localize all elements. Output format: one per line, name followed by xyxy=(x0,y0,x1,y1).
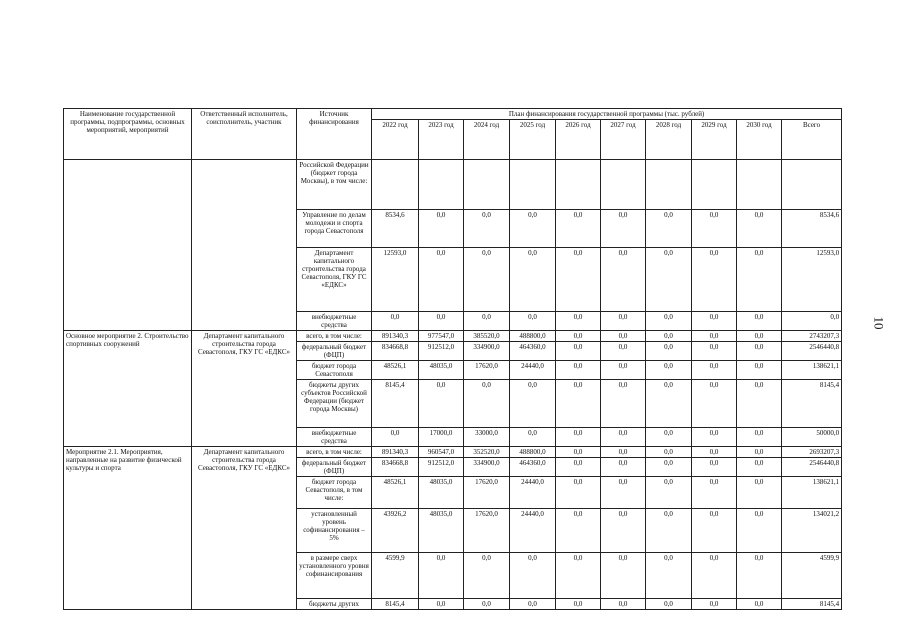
cell-value: 0,0 xyxy=(692,458,737,477)
cell-value xyxy=(556,160,601,210)
header-year: 2030 год xyxy=(737,120,782,160)
cell-value: 0,0 xyxy=(556,331,601,342)
cell-total: 50000,0 xyxy=(782,428,842,447)
cell-value: 0,0 xyxy=(372,312,419,331)
cell-value: 0,0 xyxy=(601,248,646,312)
row-name xyxy=(64,160,192,331)
header-plan-title: План финансирования государственной программы (тыс. рублей) xyxy=(372,109,842,120)
cell-value: 0,0 xyxy=(646,312,692,331)
cell-value: 0,0 xyxy=(601,458,646,477)
cell-value: 0,0 xyxy=(601,599,646,610)
cell-value: 0,0 xyxy=(419,312,464,331)
cell-value: 0,0 xyxy=(692,361,737,380)
cell-total: 138621,1 xyxy=(782,361,842,380)
cell-value: 0,0 xyxy=(646,248,692,312)
cell-value xyxy=(419,160,464,210)
cell-total: 134021,2 xyxy=(782,509,842,553)
cell-value: 17620,0 xyxy=(464,361,510,380)
cell-value: 0,0 xyxy=(601,361,646,380)
row-source: бюджет города Севастополя xyxy=(297,361,372,380)
cell-value: 0,0 xyxy=(601,428,646,447)
cell-value: 464360,0 xyxy=(510,458,556,477)
cell-value: 8145,4 xyxy=(372,599,419,610)
row-executor: Департамент капитального строительства города Севастополя, ГКУ ГС «ЕДКС» xyxy=(192,331,297,447)
row-source: в размере сверх установленного уровня софинансирования xyxy=(297,553,372,599)
cell-value: 0,0 xyxy=(464,248,510,312)
cell-value: 334900,0 xyxy=(464,342,510,361)
cell-value: 0,0 xyxy=(419,210,464,248)
cell-value: 4599,9 xyxy=(372,553,419,599)
cell-value: 0,0 xyxy=(601,509,646,553)
row-source: федеральный бюджет (ФЦП) xyxy=(297,458,372,477)
cell-value: 0,0 xyxy=(737,458,782,477)
cell-value: 8534,6 xyxy=(372,210,419,248)
cell-value: 0,0 xyxy=(510,428,556,447)
cell-value: 0,0 xyxy=(601,477,646,509)
cell-value: 0,0 xyxy=(646,428,692,447)
cell-value: 48526,1 xyxy=(372,477,419,509)
table-row xyxy=(64,331,842,342)
cell-value: 0,0 xyxy=(737,210,782,248)
cell-value: 0,0 xyxy=(510,210,556,248)
header-year: Всего xyxy=(782,120,842,160)
cell-value: 0,0 xyxy=(601,312,646,331)
cell-value xyxy=(646,160,692,210)
cell-value: 0,0 xyxy=(737,447,782,458)
cell-value: 0,0 xyxy=(737,553,782,599)
financing-table xyxy=(63,108,842,610)
cell-value: 33000,0 xyxy=(464,428,510,447)
cell-value: 0,0 xyxy=(737,428,782,447)
row-source: внебюджетные средства xyxy=(297,428,372,447)
cell-value: 48035,0 xyxy=(419,361,464,380)
row-source: бюджеты других субъектов Российской Федерации (бюджет города Москвы) xyxy=(297,380,372,428)
cell-value: 0,0 xyxy=(556,342,601,361)
cell-value xyxy=(372,160,419,210)
cell-value xyxy=(464,160,510,210)
cell-value xyxy=(601,160,646,210)
cell-value: 17620,0 xyxy=(464,509,510,553)
cell-value: 488800,0 xyxy=(510,331,556,342)
cell-value: 43926,2 xyxy=(372,509,419,553)
cell-value xyxy=(510,160,556,210)
cell-value: 891340,3 xyxy=(372,331,419,342)
cell-value: 0,0 xyxy=(510,380,556,428)
cell-value: 834668,8 xyxy=(372,342,419,361)
header-year: 2027 год xyxy=(601,120,646,160)
cell-value: 0,0 xyxy=(646,331,692,342)
cell-total: 2546440,8 xyxy=(782,342,842,361)
cell-value: 0,0 xyxy=(737,380,782,428)
cell-value: 0,0 xyxy=(556,380,601,428)
cell-value: 0,0 xyxy=(646,210,692,248)
row-executor: Департамент капитального строительства города Севастополя, ГКУ ГС «ЕДКС» xyxy=(192,447,297,610)
cell-value: 0,0 xyxy=(737,312,782,331)
cell-value: 0,0 xyxy=(692,553,737,599)
header-source: Источник финансирования xyxy=(297,109,372,160)
cell-total: 0,0 xyxy=(782,312,842,331)
cell-value: 24440,0 xyxy=(510,477,556,509)
cell-value: 0,0 xyxy=(556,509,601,553)
cell-value: 0,0 xyxy=(464,553,510,599)
cell-value: 464360,0 xyxy=(510,342,556,361)
cell-value: 0,0 xyxy=(510,599,556,610)
cell-value: 0,0 xyxy=(464,210,510,248)
cell-value: 0,0 xyxy=(646,458,692,477)
cell-value: 891340,3 xyxy=(372,447,419,458)
cell-value: 0,0 xyxy=(510,312,556,331)
cell-value: 0,0 xyxy=(692,248,737,312)
header-year: 2026 год xyxy=(556,120,601,160)
cell-value: 0,0 xyxy=(737,361,782,380)
cell-value: 0,0 xyxy=(646,553,692,599)
cell-value: 24440,0 xyxy=(510,361,556,380)
cell-value: 0,0 xyxy=(419,553,464,599)
cell-value: 0,0 xyxy=(737,342,782,361)
cell-value: 0,0 xyxy=(464,380,510,428)
cell-value: 17000,0 xyxy=(419,428,464,447)
cell-value: 0,0 xyxy=(692,509,737,553)
cell-value: 0,0 xyxy=(464,599,510,610)
row-source: бюджет города Севастополя, в том числе: xyxy=(297,477,372,509)
row-source: бюджеты других xyxy=(297,599,372,610)
cell-value: 0,0 xyxy=(556,553,601,599)
cell-value: 0,0 xyxy=(737,509,782,553)
row-source: установленный уровень софинансирования – 5% xyxy=(297,509,372,553)
cell-value: 0,0 xyxy=(556,312,601,331)
cell-value: 834668,8 xyxy=(372,458,419,477)
cell-total: 138621,1 xyxy=(782,477,842,509)
cell-total: 2743207,3 xyxy=(782,331,842,342)
row-name: Мероприятие 2.1. Мероприятия, направленные на развитие физической культуры и спорта xyxy=(64,447,192,610)
cell-value: 0,0 xyxy=(646,447,692,458)
cell-value: 0,0 xyxy=(601,331,646,342)
cell-value: 0,0 xyxy=(737,248,782,312)
header-executor: Ответственный исполнитель, соисполнитель, участник xyxy=(192,109,297,160)
cell-value: 48526,1 xyxy=(372,361,419,380)
cell-value: 0,0 xyxy=(556,361,601,380)
cell-value: 0,0 xyxy=(692,447,737,458)
cell-value: 0,0 xyxy=(556,428,601,447)
row-source: всего, в том числе: xyxy=(297,331,372,342)
cell-total: 8145,4 xyxy=(782,599,842,610)
cell-value: 0,0 xyxy=(737,331,782,342)
cell-value: 0,0 xyxy=(692,477,737,509)
header-name: Наименование государственной программы, подпрограммы, основных мероприятий, мероприятий xyxy=(64,109,192,160)
cell-value: 912512,0 xyxy=(419,458,464,477)
cell-value: 0,0 xyxy=(556,599,601,610)
cell-value: 0,0 xyxy=(737,599,782,610)
cell-total: 8145,4 xyxy=(782,380,842,428)
cell-value: 0,0 xyxy=(646,599,692,610)
row-source: внебюджетные средства xyxy=(297,312,372,331)
cell-value: 977547,0 xyxy=(419,331,464,342)
cell-value: 17620,0 xyxy=(464,477,510,509)
cell-value: 0,0 xyxy=(556,210,601,248)
cell-value: 0,0 xyxy=(646,361,692,380)
cell-total: 4599,9 xyxy=(782,553,842,599)
row-source: федеральный бюджет (ФЦП) xyxy=(297,342,372,361)
cell-value: 0,0 xyxy=(556,477,601,509)
cell-value: 0,0 xyxy=(419,599,464,610)
table-row xyxy=(64,447,842,458)
cell-total: 12593,0 xyxy=(782,248,842,312)
cell-value: 0,0 xyxy=(556,248,601,312)
cell-value: 0,0 xyxy=(556,447,601,458)
cell-total: 8534,6 xyxy=(782,210,842,248)
cell-value: 0,0 xyxy=(692,210,737,248)
cell-value xyxy=(737,160,782,210)
cell-value: 0,0 xyxy=(556,458,601,477)
table-row xyxy=(64,160,842,210)
cell-value: 0,0 xyxy=(419,380,464,428)
row-source: Российской Федерации (бюджет города Москвы), в том числе: xyxy=(297,160,372,210)
cell-value: 12593,0 xyxy=(372,248,419,312)
header-year: 2023 год xyxy=(419,120,464,160)
row-name: Основное мероприятие 2. Строительство спортивных сооружений xyxy=(64,331,192,447)
header-year: 2022 год xyxy=(372,120,419,160)
cell-value: 0,0 xyxy=(692,380,737,428)
cell-value: 0,0 xyxy=(692,312,737,331)
cell-value: 24440,0 xyxy=(510,509,556,553)
cell-value: 0,0 xyxy=(601,553,646,599)
cell-value: 0,0 xyxy=(692,599,737,610)
cell-value: 488800,0 xyxy=(510,447,556,458)
cell-value: 0,0 xyxy=(692,428,737,447)
cell-value: 8145,4 xyxy=(372,380,419,428)
cell-value: 0,0 xyxy=(646,477,692,509)
cell-value: 0,0 xyxy=(601,447,646,458)
header-year: 2028 год xyxy=(646,120,692,160)
cell-value: 0,0 xyxy=(419,248,464,312)
cell-value: 0,0 xyxy=(510,248,556,312)
cell-value: 0,0 xyxy=(646,380,692,428)
row-source: Департамент капитального строительства города Севастополя, ГКУ ГС «ЕДКС» xyxy=(297,248,372,312)
cell-value: 0,0 xyxy=(692,331,737,342)
cell-value: 0,0 xyxy=(510,553,556,599)
cell-value: 0,0 xyxy=(464,312,510,331)
cell-total xyxy=(782,160,842,210)
cell-value: 352520,0 xyxy=(464,447,510,458)
cell-value: 0,0 xyxy=(372,428,419,447)
cell-value: 385520,0 xyxy=(464,331,510,342)
header-year: 2029 год xyxy=(692,120,737,160)
cell-value: 960547,0 xyxy=(419,447,464,458)
cell-value: 48035,0 xyxy=(419,509,464,553)
row-executor xyxy=(192,160,297,331)
cell-value: 0,0 xyxy=(646,509,692,553)
header-year: 2025 год xyxy=(510,120,556,160)
cell-value: 334900,0 xyxy=(464,458,510,477)
cell-total: 2546440,8 xyxy=(782,458,842,477)
cell-value: 912512,0 xyxy=(419,342,464,361)
row-source: всего, в том числе: xyxy=(297,447,372,458)
cell-value: 0,0 xyxy=(737,477,782,509)
cell-value: 0,0 xyxy=(601,210,646,248)
cell-value xyxy=(692,160,737,210)
cell-total: 2693207,3 xyxy=(782,447,842,458)
cell-value: 0,0 xyxy=(692,342,737,361)
header-year: 2024 год xyxy=(464,120,510,160)
row-source: Управление по делам молодежи и спорта города Севастополя xyxy=(297,210,372,248)
cell-value: 0,0 xyxy=(646,342,692,361)
cell-value: 0,0 xyxy=(601,342,646,361)
cell-value: 0,0 xyxy=(601,380,646,428)
cell-value: 48035,0 xyxy=(419,477,464,509)
page-number: 10 xyxy=(871,316,887,330)
